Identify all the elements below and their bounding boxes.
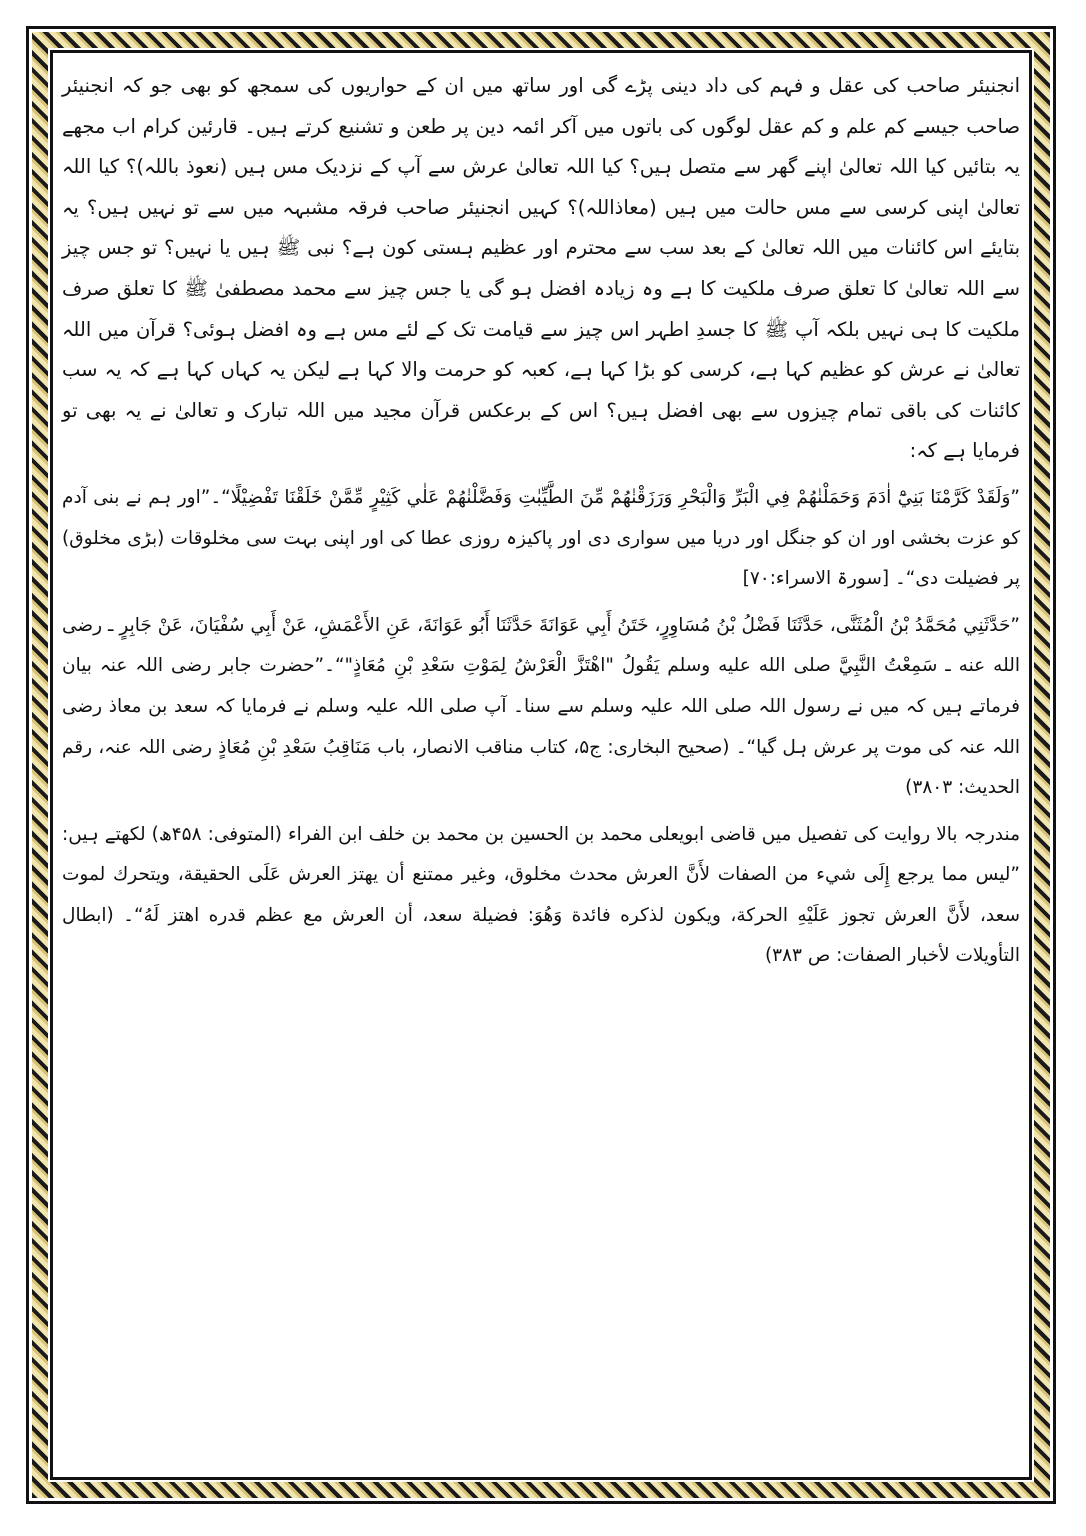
paragraph-argument: انجنیئر صاحب کی عقل و فہم کی داد دینی پڑے گی اور ساتھ میں ان کے حواریوں کی سمجھ کو بھی جو کہ انجنیئر صاحب جیسے کم علم و کم عقل لوگوں کی باتوں میں آکر ائمہ دین پر طعن و تشنیع کرتے ہیں۔ قارئین کرام اب مجھے یہ بتائیں کیا اللہ تعالیٰ اپنے گھر سے متصل ہیں؟ کیا اللہ تعالیٰ عرش سے آپ کے نزدیک مس ہیں (نعوذ باللہ)؟ کیا اللہ تعالیٰ اپنی کرسی سے مس حالت میں ہیں (معاذاللہ)؟ کہیں انجنیئر صاحب فرقہ مشبہہ میں سے تو نہیں ہیں؟ یہ بتایئے اس کائنات میں اللہ تعالیٰ کے بعد سب سے محترم اور عظیم ہستی کون ہے؟ نبی ﷺ ہیں یا نہیں؟ تو جس چیز سے اللہ تعالیٰ کا تعلق صرف ملکیت کا ہے وہ زیادہ افضل ہو گی یا جس چیز سے محمد مصطفیٰ ﷺ کا تعلق صرف ملکیت کا ہی نہیں بلکہ آپ ﷺ کا جسدِ اطہر اس چیز سے قیامت تک کے لئے مس ہے وہ افضل ہوئی؟ قرآن میں اللہ تعالیٰ نے عرش کو عظیم کہا ہے، کرسی کو بڑا کہا ہے، کعبہ کو حرمت والا کہا ہے لیکن یہ کہاں کہا ہے کہ یہ سب کائنات کی باقی تمام چیزوں سے بھی افضل ہیں؟ اس کے برعکس قرآن مجید میں اللہ تبارک و تعالیٰ نے یہ بھی تو فرمایا ہے کہ: xyxy=(62,74,1020,463)
page-text xyxy=(62,66,1020,1466)
paragraph-quran-verse: ”وَلَقَدْ كَرَّمْنَا بَنِيْٓ اٰدَمَ وَحَمَلْنٰهُمْ فِي الْبَرِّ وَالْبَحْرِ وَرَزَقْنٰهُمْ مِّنَ الطَّيِّبٰتِ وَفَضَّلْنٰهُمْ عَلٰي كَثِيْرٍ مِّمَّنْ خَلَقْنَا تَفْضِيْلًا“۔”اور ہم نے بنی آدم کو عزت بخشی اور ان کو جنگل اور دریا میں سواری دی اور پاکیزہ روزی عطا کی اور اپنی بہت سی مخلوقات (بڑی مخلوق) پر فضیلت دی“۔ [سورۃ الاسراء:۷۰] xyxy=(62,486,1020,590)
paragraph-qadi-abu-yala: مندرجہ بالا روایت کی تفصیل میں قاضی ابویعلی محمد بن الحسین بن محمد بن خلف ابن الفراء (المتوفی: ۴۵۸ھ) لکھتے ہیں: ”ليس مما يرجع إِلَى شيء من الصفات لأَنَّ العرش محدث مخلوق، وغير ممتنع أن يهتز العرش عَلَى الحقيقة، ويتحرك لموت سعد، لأَنَّ العرش تجوز عَلَيْهِ الحركة، ويكون لذكره فائدة وَهُوَ: فضيلة سعد، أن العرش مع عظم قدره اهتز لَهُ“۔ (ابطال التأویلات لأخبار الصفات: ص ۳۸۳) xyxy=(62,823,1020,967)
paragraph-hadith: ”حَدَّثَنِي مُحَمَّدُ بْنُ الْمُثَنَّى، حَدَّثَنَا فَضْلُ بْنُ مُسَاوِرٍ، خَتَنُ أَبِي عَوَانَةَ حَدَّثَنَا أَبُو عَوَانَةَ، عَنِ الأَعْمَشِ، عَنْ أَبِي سُفْيَانَ، عَنْ جَابِرٍ ـ رضى الله عنه ـ سَمِعْتُ النَّبِيَّ صلى الله عليه وسلم يَقُولُ "اهْتَزَّ الْعَرْشُ لِمَوْتِ سَعْدِ بْنِ مُعَاذٍ"“۔”حضرت جابر رضی اللہ عنہ بیان فرماتے ہیں کہ میں نے رسول اللہ صلی اللہ علیہ وسلم سے سنا۔ آپ صلی اللہ علیہ وسلم نے فرمایا کہ سعد بن معاذ رضی اللہ عنہ کی موت پر عرش ہل گیا“۔ (صحیح البخاری: ج۵، کتاب مناقب الانصار، باب مَنَاقِبُ سَعْدِ بْنِ مُعَاذٍ رضی اللہ عنہ، رقم الحدیث: ۳۸۰۳) xyxy=(62,614,1020,799)
